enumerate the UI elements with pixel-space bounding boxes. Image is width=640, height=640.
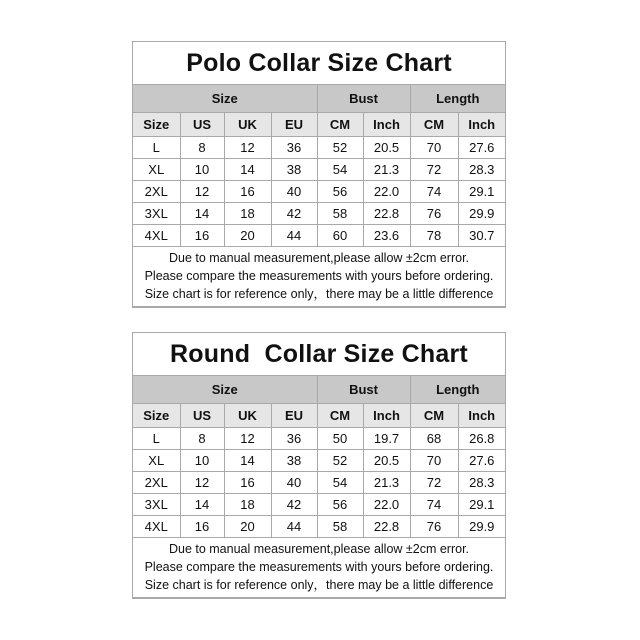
cell-us: 14 <box>180 203 224 225</box>
cell-size: 2XL <box>133 181 180 203</box>
size-table <box>133 85 505 307</box>
column-header-row <box>133 404 505 428</box>
notes-row <box>133 247 505 307</box>
cell-eu: 44 <box>271 225 317 247</box>
cell-us: 16 <box>180 516 224 538</box>
cell-uk: 14 <box>224 450 271 472</box>
note-line: Please compare the measurements with yours before ordering. <box>144 560 494 574</box>
measurement-notes <box>133 247 505 307</box>
cell-length-cm: 70 <box>410 137 458 159</box>
cell-us: 16 <box>180 225 224 247</box>
column-header-uk: UK <box>224 404 271 428</box>
cell-us: 12 <box>180 472 224 494</box>
cell-eu: 36 <box>271 428 317 450</box>
group-header-length: Length <box>410 376 505 404</box>
notes-row <box>133 538 505 598</box>
measurement-notes <box>133 538 505 598</box>
column-header-length-cm: CM <box>410 113 458 137</box>
cell-length-cm: 76 <box>410 203 458 225</box>
cell-bust-cm: 60 <box>317 225 363 247</box>
cell-size: XL <box>133 450 180 472</box>
cell-size: XL <box>133 159 180 181</box>
cell-bust-inch: 21.3 <box>363 472 410 494</box>
cell-length-cm: 74 <box>410 181 458 203</box>
cell-eu: 36 <box>271 137 317 159</box>
cell-uk: 18 <box>224 494 271 516</box>
cell-length-cm: 68 <box>410 428 458 450</box>
cell-uk: 14 <box>224 159 271 181</box>
cell-length-cm: 74 <box>410 494 458 516</box>
group-header-row <box>133 85 505 113</box>
cell-length-cm: 78 <box>410 225 458 247</box>
cell-length-inch: 29.1 <box>458 494 505 516</box>
cell-bust-inch: 22.0 <box>363 494 410 516</box>
cell-uk: 20 <box>224 516 271 538</box>
cell-us: 12 <box>180 181 224 203</box>
cell-bust-cm: 54 <box>317 472 363 494</box>
column-header-length-inch: Inch <box>458 113 505 137</box>
cell-eu: 40 <box>271 181 317 203</box>
cell-size: 3XL <box>133 203 180 225</box>
note-line: Size chart is for reference only，there may be a little difference <box>144 578 494 592</box>
column-header-length-cm: CM <box>410 404 458 428</box>
column-header-row <box>133 113 505 137</box>
cell-bust-cm: 52 <box>317 137 363 159</box>
cell-length-inch: 30.7 <box>458 225 505 247</box>
cell-eu: 38 <box>271 450 317 472</box>
cell-size: 4XL <box>133 516 180 538</box>
cell-length-inch: 29.9 <box>458 516 505 538</box>
cell-bust-inch: 20.5 <box>363 137 410 159</box>
cell-bust-inch: 23.6 <box>363 225 410 247</box>
cell-eu: 44 <box>271 516 317 538</box>
group-header-row <box>133 376 505 404</box>
cell-bust-cm: 54 <box>317 159 363 181</box>
cell-us: 8 <box>180 137 224 159</box>
note-line: Please compare the measurements with yours before ordering. <box>144 269 494 283</box>
note-line: Due to manual measurement,please allow ±2cm error. <box>168 542 470 556</box>
cell-bust-cm: 50 <box>317 428 363 450</box>
chart-title: Round Collar Size Chart <box>133 333 505 376</box>
column-header-size: Size <box>133 113 180 137</box>
cell-us: 10 <box>180 159 224 181</box>
cell-size: L <box>133 428 180 450</box>
cell-length-inch: 27.6 <box>458 450 505 472</box>
cell-bust-cm: 56 <box>317 181 363 203</box>
table-row <box>133 181 505 203</box>
cell-size: 2XL <box>133 472 180 494</box>
column-header-size: Size <box>133 404 180 428</box>
group-header-length: Length <box>410 85 505 113</box>
note-line: Size chart is for reference only，there may be a little difference <box>144 287 494 301</box>
note-line: Due to manual measurement,please allow ±2cm error. <box>168 251 470 265</box>
group-header-size: Size <box>133 376 317 404</box>
table-row <box>133 516 505 538</box>
cell-bust-cm: 52 <box>317 450 363 472</box>
cell-eu: 42 <box>271 494 317 516</box>
cell-bust-inch: 22.8 <box>363 203 410 225</box>
cell-uk: 18 <box>224 203 271 225</box>
cell-length-inch: 26.8 <box>458 428 505 450</box>
column-header-length-inch: Inch <box>458 404 505 428</box>
column-header-eu: EU <box>271 113 317 137</box>
cell-uk: 16 <box>224 181 271 203</box>
cell-length-cm: 76 <box>410 516 458 538</box>
column-header-us: US <box>180 113 224 137</box>
cell-us: 10 <box>180 450 224 472</box>
cell-size: L <box>133 137 180 159</box>
cell-eu: 38 <box>271 159 317 181</box>
cell-uk: 20 <box>224 225 271 247</box>
table-row <box>133 225 505 247</box>
cell-uk: 12 <box>224 428 271 450</box>
cell-length-cm: 72 <box>410 159 458 181</box>
cell-length-inch: 27.6 <box>458 137 505 159</box>
cell-length-inch: 29.1 <box>458 181 505 203</box>
cell-bust-cm: 58 <box>317 516 363 538</box>
table-row <box>133 203 505 225</box>
table-row <box>133 159 505 181</box>
cell-bust-inch: 22.0 <box>363 181 410 203</box>
column-header-uk: UK <box>224 113 271 137</box>
table-row <box>133 450 505 472</box>
round-collar-size-chart <box>132 332 506 599</box>
cell-us: 8 <box>180 428 224 450</box>
table-row <box>133 428 505 450</box>
cell-bust-inch: 20.5 <box>363 450 410 472</box>
cell-size: 3XL <box>133 494 180 516</box>
table-row <box>133 472 505 494</box>
cell-eu: 42 <box>271 203 317 225</box>
cell-bust-inch: 22.8 <box>363 516 410 538</box>
chart-title: Polo Collar Size Chart <box>133 42 505 85</box>
size-table <box>133 376 505 598</box>
table-row <box>133 137 505 159</box>
polo-collar-size-chart <box>132 41 506 308</box>
column-header-bust-inch: Inch <box>363 113 410 137</box>
column-header-bust-cm: CM <box>317 404 363 428</box>
column-header-bust-cm: CM <box>317 113 363 137</box>
column-header-eu: EU <box>271 404 317 428</box>
cell-length-inch: 28.3 <box>458 472 505 494</box>
table-row <box>133 494 505 516</box>
cell-eu: 40 <box>271 472 317 494</box>
cell-us: 14 <box>180 494 224 516</box>
cell-bust-inch: 21.3 <box>363 159 410 181</box>
cell-uk: 12 <box>224 137 271 159</box>
cell-length-cm: 70 <box>410 450 458 472</box>
cell-size: 4XL <box>133 225 180 247</box>
cell-bust-cm: 58 <box>317 203 363 225</box>
cell-bust-inch: 19.7 <box>363 428 410 450</box>
group-header-bust: Bust <box>317 376 410 404</box>
cell-bust-cm: 56 <box>317 494 363 516</box>
group-header-bust: Bust <box>317 85 410 113</box>
cell-length-cm: 72 <box>410 472 458 494</box>
group-header-size: Size <box>133 85 317 113</box>
cell-uk: 16 <box>224 472 271 494</box>
cell-length-inch: 29.9 <box>458 203 505 225</box>
cell-length-inch: 28.3 <box>458 159 505 181</box>
column-header-bust-inch: Inch <box>363 404 410 428</box>
column-header-us: US <box>180 404 224 428</box>
